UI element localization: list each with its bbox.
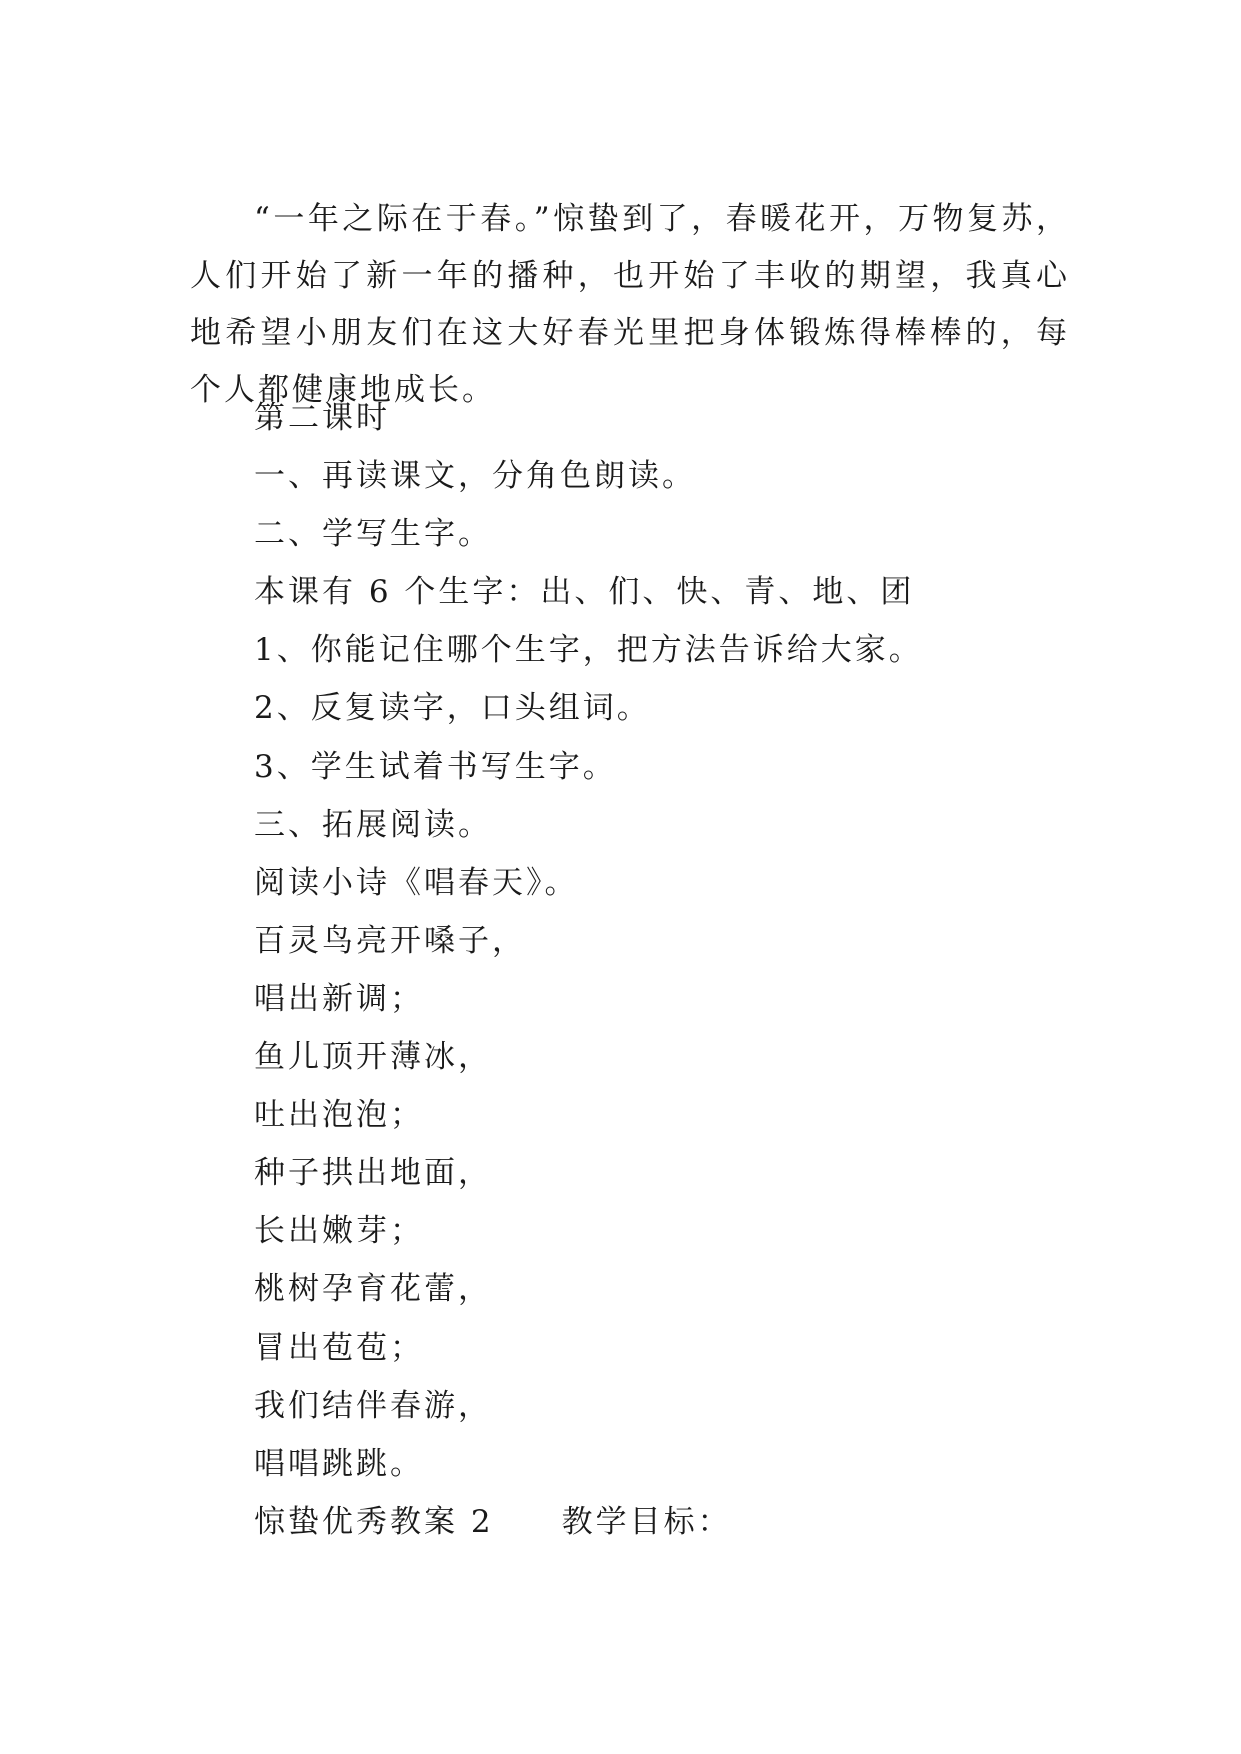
intro-paragraph: “一年之际在于春。”惊蛰到了，春暖花开，万物复苏，人们开始了新一年的播种，也开始了丰收的期望，我真心地希望小朋友们在这大好春光里把身体锻炼得棒棒的，每个人都健康地成长。 <box>190 201 1070 408</box>
lesson-step: 3、学生试着书写生字。 <box>254 748 617 785</box>
lesson-step: 本课有 6 个生字：出、们、快、青、地、团 <box>254 574 915 611</box>
poem-line: 我们结伴春游， <box>254 1387 492 1424</box>
poem-line: 冒出苞苞； <box>254 1329 424 1366</box>
poem-line: 鱼儿顶开薄冰， <box>254 1039 492 1076</box>
poem-line: 种子拱出地面， <box>254 1155 492 1192</box>
poem-title: 阅读小诗《唱春天》。 <box>254 864 579 901</box>
lesson-step: 三、拓展阅读。 <box>254 806 492 843</box>
poem-line: 桃树孕育花蕾， <box>254 1271 492 1308</box>
next-section-heading: 惊蛰优秀教案 2 教学目标： <box>254 1503 732 1540</box>
lesson-step: 一、再读课文，分角色朗读。 <box>254 458 696 495</box>
poem-line: 百灵鸟亮开嗓子， <box>254 922 526 959</box>
poem-line: 长出嫩芽； <box>254 1213 424 1250</box>
poem-line: 吐出泡泡； <box>254 1097 424 1134</box>
poem-line: 唱唱跳跳。 <box>254 1445 424 1482</box>
poem-line: 唱出新调； <box>254 980 424 1017</box>
lesson-lines <box>254 389 1074 1551</box>
lesson-step: 二、学写生字。 <box>254 516 492 553</box>
lesson-step: 2、反复读字，口头组词。 <box>254 690 651 727</box>
lesson-step: 1、你能记住哪个生字，把方法告诉给大家。 <box>254 632 923 669</box>
section-heading: 第二课时 <box>254 400 390 436</box>
